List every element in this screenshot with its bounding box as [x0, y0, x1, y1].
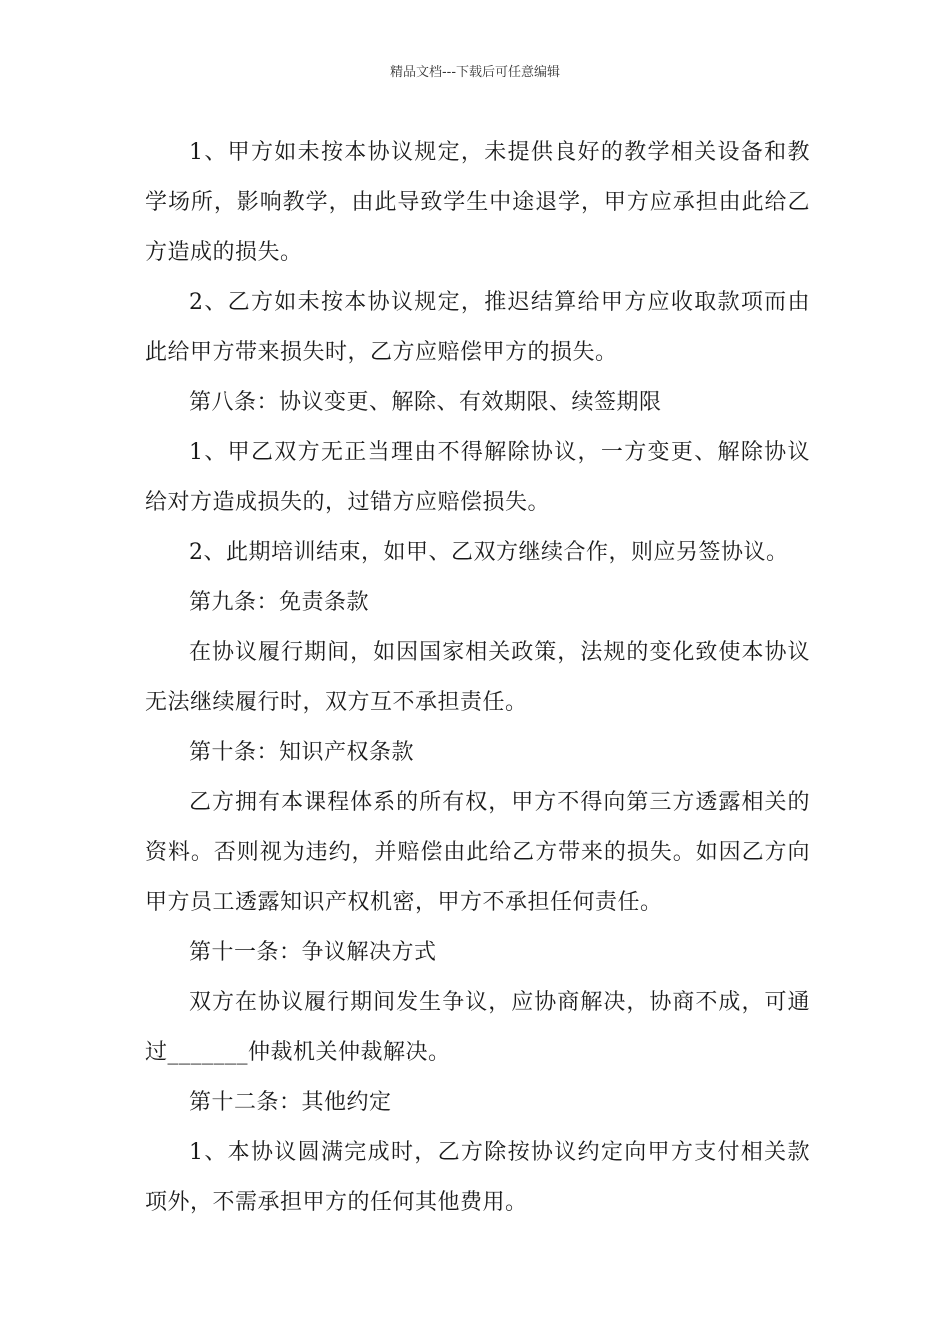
paragraph-intellectual-property: 乙方拥有本课程体系的所有权，甲方不得向第三方透露相关的资料。否则视为违约，并赔偿由此给乙方带来的损失。如因乙方向甲方员工透露知识产权机密，甲方不承担任何责任。 [145, 790, 810, 915]
paragraph-termination: 1、甲乙双方无正当理由不得解除协议，一方变更、解除协议给对方造成损失的，过错方应赔偿损失。 [145, 440, 810, 515]
article-9-heading: 第九条：免责条款 [189, 590, 370, 615]
paragraph-renewal: 2、此期培训结束，如甲、乙双方继续合作，则应另签协议。 [189, 540, 789, 565]
paragraph-other-terms: 1、本协议圆满完成时，乙方除按协议约定向甲方支付相关款项外，不需承担甲方的任何其他费用。 [145, 1140, 810, 1215]
paragraph-liability-party-b: 2、乙方如未按本协议规定，推迟结算给甲方应收取款项而由此给甲方带来损失时，乙方应赔偿甲方的损失。 [145, 290, 810, 365]
article-11-heading: 第十一条：争议解决方式 [189, 940, 437, 965]
page-header: 精品文档---下载后可任意编辑 [389, 65, 561, 80]
paragraph-dispute-resolution: 双方在协议履行期间发生争议，应协商解决，协商不成，可通过_______仲裁机关仲裁解决。 [145, 990, 810, 1065]
article-12-heading: 第十二条：其他约定 [189, 1090, 392, 1115]
article-10-heading: 第十条：知识产权条款 [189, 740, 415, 765]
article-8-heading: 第八条：协议变更、解除、有效期限、续签期限 [189, 390, 662, 415]
document-body [145, 128, 810, 1228]
paragraph-exemption: 在协议履行期间，如因国家相关政策，法规的变化致使本协议无法继续履行时，双方互不承担责任。 [145, 640, 810, 715]
paragraph-liability-party-a: 1、甲方如未按本协议规定，未提供良好的教学相关设备和教学场所，影响教学，由此导致学生中途退学，甲方应承担由此给乙方造成的损失。 [145, 140, 810, 265]
